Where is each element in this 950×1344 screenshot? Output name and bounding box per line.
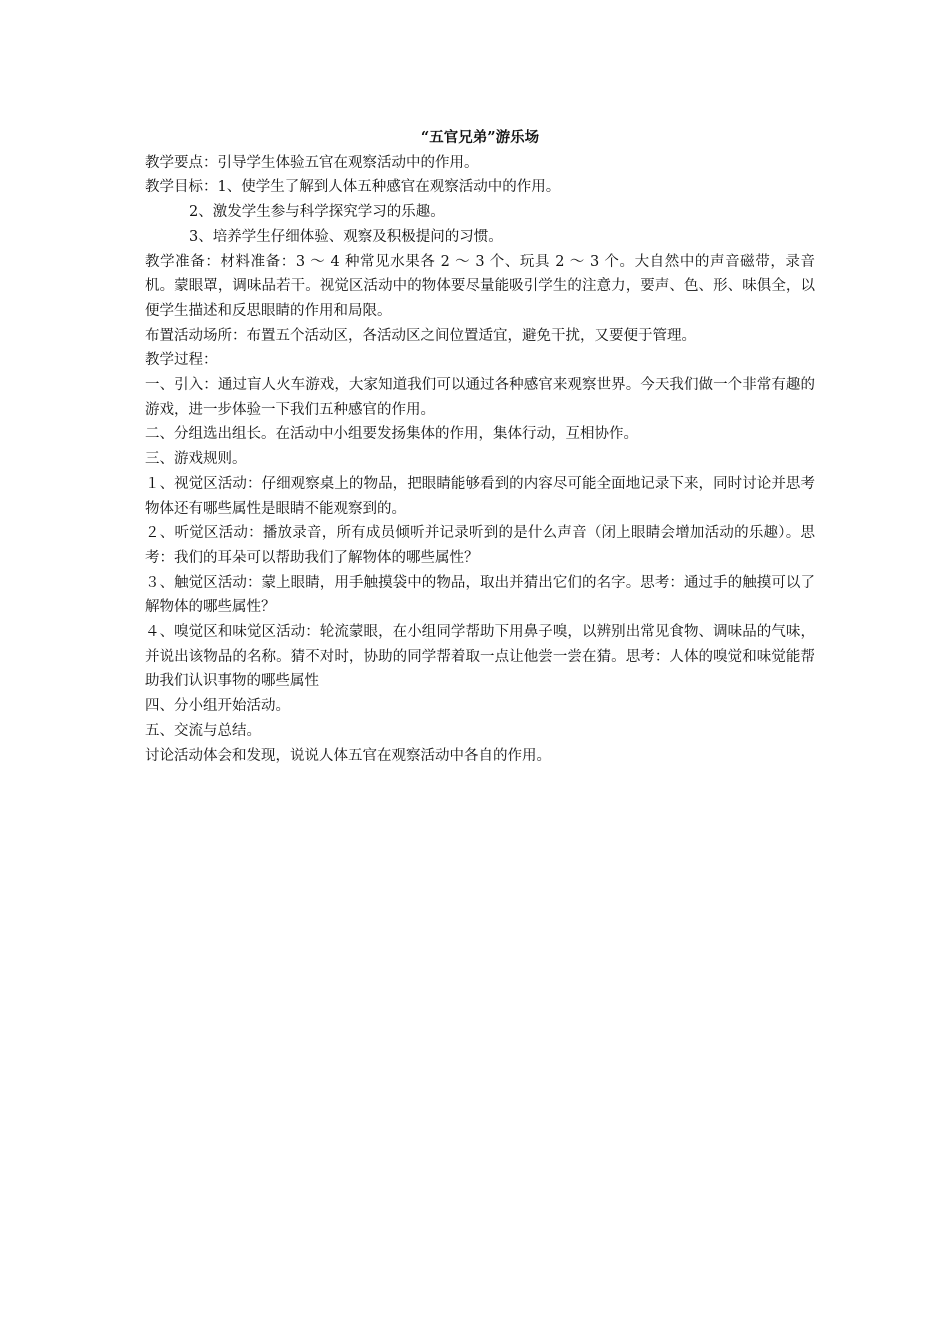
teaching-process-heading: 教学过程： [145,352,218,369]
teaching-preparation: 教学准备：材料准备：3 ～ 4 种常见水果各 2 ～ 3 个、玩具 2 ～ 3 个。大自然中的声音磁带，录音机。蒙眼罩，调味品若干。视觉区活动中的物体要尽量能吸引学生的注意力，要声、色、形、味俱全，以便学生描述和反思眼睛的作用和局限。 [145,253,815,319]
activity-venue: 布置活动场所：布置五个活动区，各活动区之间位置适宜，避免干扰，又要便于管理。 [145,327,696,344]
step-summary: 五、交流与总结。 [145,722,261,739]
rule-vision: １、视觉区活动：仔细观察桌上的物品，把眼睛能够看到的内容尽可能全面地记录下来，同时讨论并思考物体还有哪些属性是眼睛不能观察到的。 [145,475,815,517]
document-page [145,126,815,768]
teaching-key-points: 教学要点：引导学生体验五官在观察活动中的作用。 [145,154,479,171]
teaching-objective-2: 2、激发学生参与科学探究学习的乐趣。 [189,204,445,221]
rule-smell-taste: ４、嗅觉区和味觉区活动：轮流蒙眼，在小组同学帮助下用鼻子嗅，以辨别出常见食物、调味品的气味，并说出该物品的名称。猜不对时，协助的同学帮着取一点让他尝一尝在猜。思考：人体的嗅觉和味觉能帮助我们认识事物的哪些属性 [145,624,815,690]
rule-touch: ３、触觉区活动：蒙上眼睛，用手触摸袋中的物品，取出并猜出它们的名字。思考：通过手的触摸可以了解物体的哪些属性？ [145,574,815,616]
summary-discussion: 讨论活动体会和发现，说说人体五官在观察活动中各自的作用。 [145,747,551,764]
rule-hearing: ２、听觉区活动：播放录音，所有成员倾听并记录听到的是什么声音（闭上眼睛会增加活动的乐趣）。思考：我们的耳朵可以帮助我们了解物体的哪些属性？ [145,525,815,566]
step-game-rules: 三、游戏规则。 [145,451,247,468]
document-title: “五官兄弟”游乐场 [420,129,540,146]
step-grouping: 二、分组选出组长。在活动中小组要发扬集体的作用，集体行动，互相协作。 [145,426,638,443]
teaching-objective-1: 教学目标：1、使学生了解到人体五种感官在观察活动中的作用。 [145,179,561,196]
teaching-objective-3: 3、培养学生仔细体验、观察及积极提问的习惯。 [189,228,503,245]
step-introduction: 一、引入：通过盲人火车游戏，大家知道我们可以通过各种感官来观察世界。今天我们做一个非常有趣的游戏，进一步体验一下我们五种感官的作用。 [145,377,815,418]
step-group-activity: 四、分小组开始活动。 [145,698,290,715]
